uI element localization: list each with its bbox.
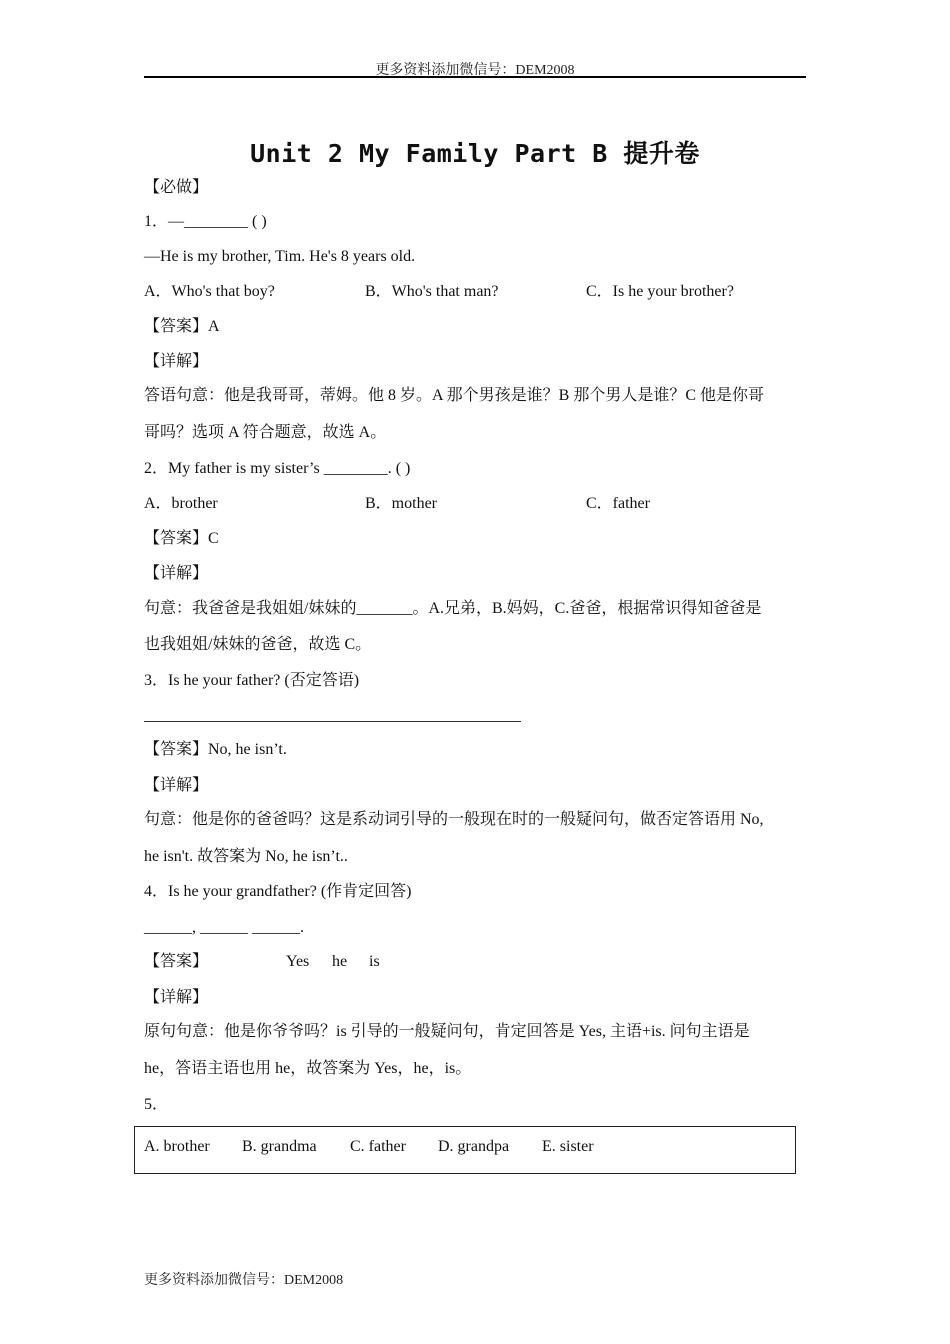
- q3-answer-line: [144, 721, 521, 722]
- q4-explain-line-2: he，答语主语也用 he，故答案为 Yes，he，is。: [144, 1060, 472, 1077]
- header-rule: [144, 76, 806, 78]
- q3-stem: 3．Is he your father? (否定答语): [144, 672, 360, 689]
- q2-option-a: A．brother: [144, 495, 218, 512]
- document-title: Unit 2 My Family Part B 提升卷: [250, 139, 700, 168]
- word-bank-item-e: E. sister: [542, 1138, 594, 1155]
- q1-explain-line-2: 哥吗？选项 A 符合题意，故选 A。: [144, 424, 387, 441]
- word-bank-item-c: C. father: [350, 1138, 406, 1155]
- q1-option-a: A．Who's that boy?: [144, 283, 275, 300]
- q2-explain-label: 【详解】: [144, 565, 209, 582]
- q4-answer-2: he: [332, 953, 348, 970]
- q4-blanks: ______, ______ ______.: [144, 919, 304, 936]
- q2-option-c: C．father: [586, 495, 650, 512]
- q3-explain-line-2: he isn't. 故答案为 No, he isn’t..: [144, 848, 348, 865]
- q2-answer: 【答案】C: [144, 530, 219, 547]
- q5-stem: 5．: [144, 1096, 169, 1113]
- q4-answer-label: 【答案】: [144, 953, 209, 970]
- q1-explain-label: 【详解】: [144, 353, 209, 370]
- q2-option-b: B．mother: [365, 495, 437, 512]
- q4-stem: 4．Is he your grandfather? (作肯定回答): [144, 883, 412, 900]
- q4-explain-label: 【详解】: [144, 989, 209, 1006]
- q2-explain-line-2: 也我姐姐/妹妹的爸爸，故选 C。: [144, 636, 372, 653]
- q3-explain-line-1: 句意：他是你的爸爸吗？这是系动词引导的一般现在时的一般疑问句，做否定答语用 No,: [144, 811, 764, 828]
- word-bank-item-d: D. grandpa: [438, 1138, 510, 1155]
- word-bank-item-b: B. grandma: [242, 1138, 317, 1155]
- q4-answer-1: Yes: [286, 953, 310, 970]
- q3-explain-label: 【详解】: [144, 777, 209, 794]
- q2-explain-line-1: 句意：我爸爸是我姐姐/妹妹的_______。A.兄弟，B.妈妈，C.爸爸，根据常识得知爸爸是: [144, 600, 762, 617]
- q1-explain-line-1: 答语句意：他是我哥哥，蒂姆。他 8 岁。A 那个男孩是谁？B 那个男人是谁？C 他是你哥: [144, 387, 765, 404]
- section-label: 【必做】: [144, 179, 209, 196]
- q4-explain-line-1: 原句句意：他是你爷爷吗？is 引导的一般疑问句，肯定回答是 Yes, 主语+is. 问句主语是: [144, 1023, 750, 1040]
- q3-answer: 【答案】No, he isn’t.: [144, 741, 287, 758]
- q1-response: —He is my brother, Tim. He's 8 years old.: [144, 248, 416, 265]
- word-bank-item-a: A. brother: [144, 1138, 210, 1155]
- word-bank-box: [134, 1126, 796, 1174]
- q1-stem: 1．—________ ( ): [144, 213, 267, 230]
- q1-answer: 【答案】A: [144, 318, 220, 335]
- page-footer: 更多资料添加微信号：DEM2008: [144, 1273, 344, 1288]
- q1-option-c: C．Is he your brother?: [586, 283, 734, 300]
- q2-stem: 2．My father is my sister’s ________. ( ): [144, 460, 411, 477]
- q1-option-b: B．Who's that man?: [365, 283, 499, 300]
- q4-answer-3: is: [369, 953, 380, 970]
- page-header: 更多资料添加微信号：DEM2008: [375, 63, 575, 78]
